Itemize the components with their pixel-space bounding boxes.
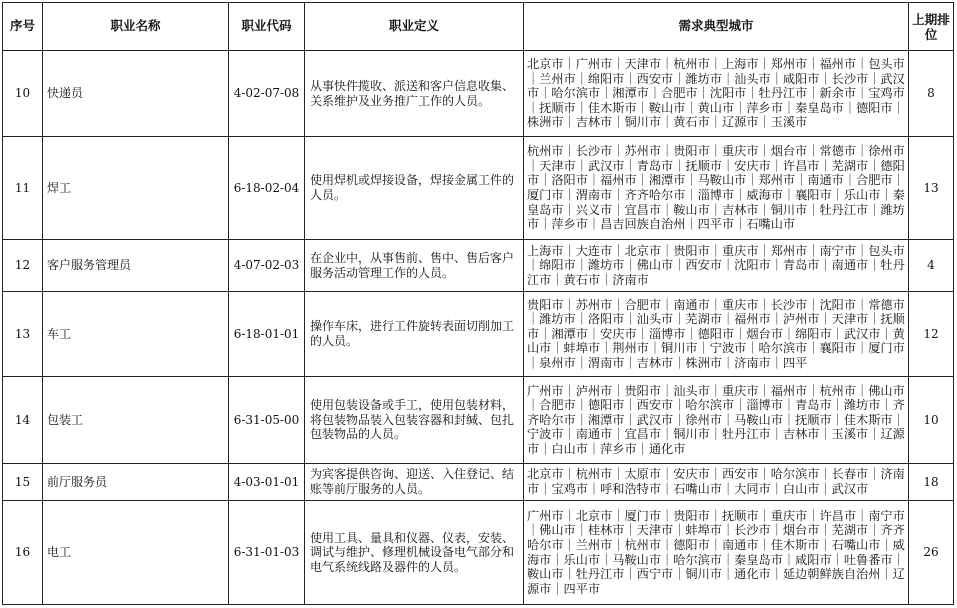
definition-cell: 使用包装设备或手工，使用包装材料，将包装物品装入包装容器和封缄、包扎包装物品的人员。 <box>305 377 524 464</box>
rank-cell: 26 <box>909 501 954 605</box>
occupation-code-cell: 4-03-01-01 <box>229 464 305 501</box>
rank-cell: 13 <box>909 137 954 240</box>
header-definition: 职业定义 <box>305 3 524 51</box>
occupation-name-cell: 客户服务管理员 <box>43 240 229 292</box>
table-row <box>3 51 954 137</box>
definition-cell: 为宾客提供咨询、迎送、入住登记、结账等前厅服务的人员。 <box>305 464 524 501</box>
seq-cell: 15 <box>3 464 43 501</box>
cities-cell: 贵阳市｜苏州市｜合肥市｜南通市｜重庆市｜长沙市｜沈阳市｜常德市｜潍坊市｜洛阳市｜汕头市｜芜湖市｜福州市｜泸州市｜天津市｜抚顺市｜湘潭市｜安庆市｜淄博市｜德阳市｜烟台市｜绵阳市｜武汉市｜黄山市｜蚌埠市｜荆州市｜铜川市｜宁波市｜哈尔滨市｜襄阳市｜厦门市｜泉州市｜渭南市｜吉林市｜株洲市｜济南市｜四平 <box>524 292 909 377</box>
seq-cell: 14 <box>3 377 43 464</box>
cities-cell: 广州市｜北京市｜厦门市｜贵阳市｜抚顺市｜重庆市｜许昌市｜南宁市｜佛山市｜桂林市｜天津市｜蚌埠市｜长沙市｜烟台市｜芜湖市｜齐齐哈尔市｜兰州市｜杭州市｜德阳市｜南通市｜佳木斯市｜石嘴山市｜威海市｜乐山市｜马鞍山市｜哈尔滨市｜秦皇岛市｜咸阳市｜吐鲁番市｜鞍山市｜牡丹江市｜西宁市｜铜川市｜通化市｜延边朝鲜族自治州｜辽源市｜四平市 <box>524 501 909 605</box>
rank-cell: 18 <box>909 464 954 501</box>
occupation-name-cell: 快递员 <box>43 51 229 137</box>
occupation-name-cell: 电工 <box>43 501 229 605</box>
occupation-name-cell: 前厅服务员 <box>43 464 229 501</box>
header-seq: 序号 <box>3 3 43 51</box>
seq-cell: 11 <box>3 137 43 240</box>
seq-cell: 12 <box>3 240 43 292</box>
occupation-name-cell: 焊工 <box>43 137 229 240</box>
cities-cell: 广州市｜泸州市｜贵阳市｜汕头市｜重庆市｜福州市｜杭州市｜佛山市｜合肥市｜德阳市｜西安市｜哈尔滨市｜淄博市｜青岛市｜潍坊市｜齐齐哈尔市｜湘潭市｜武汉市｜徐州市｜马鞍山市｜抚顺市｜佳木斯市｜宁波市｜南通市｜宜昌市｜铜川市｜牡丹江市｜吉林市｜玉溪市｜辽源市｜白山市｜萍乡市｜通化市 <box>524 377 909 464</box>
definition-cell: 使用焊机或焊接设备，焊接金属工件的人员。 <box>305 137 524 240</box>
occupation-code-cell: 6-31-01-03 <box>229 501 305 605</box>
table-row <box>3 137 954 240</box>
occupation-table-wrapper <box>2 2 954 605</box>
header-row <box>3 3 954 51</box>
header-code: 职业代码 <box>229 3 305 51</box>
header-name: 职业名称 <box>43 3 229 51</box>
occupation-demand-table <box>2 2 954 605</box>
header-cities: 需求典型城市 <box>524 3 909 51</box>
rank-cell: 10 <box>909 377 954 464</box>
definition-cell: 从事快件揽收、派送和客户信息收集、关系维护及业务推广工作的人员。 <box>305 51 524 137</box>
rank-cell: 4 <box>909 240 954 292</box>
rank-cell: 12 <box>909 292 954 377</box>
definition-cell: 使用工具、量具和仪器、仪表，安装、调试与维护、修理机械设备电气部分和电气系统线路及器件的人员。 <box>305 501 524 605</box>
occupation-code-cell: 4-02-07-08 <box>229 51 305 137</box>
occupation-code-cell: 6-18-01-01 <box>229 292 305 377</box>
cities-cell: 北京市｜杭州市｜太原市｜安庆市｜西安市｜哈尔滨市｜长春市｜济南市｜宝鸡市｜呼和浩特市｜石嘴山市｜大同市｜白山市｜武汉市 <box>524 464 909 501</box>
occupation-code-cell: 6-31-05-00 <box>229 377 305 464</box>
definition-cell: 在企业中，从事售前、售中、售后客户服务活动管理工作的人员。 <box>305 240 524 292</box>
occupation-name-cell: 车工 <box>43 292 229 377</box>
table-row <box>3 464 954 501</box>
rank-cell: 8 <box>909 51 954 137</box>
occupation-code-cell: 4-07-02-03 <box>229 240 305 292</box>
seq-cell: 10 <box>3 51 43 137</box>
table-row <box>3 501 954 605</box>
table-row <box>3 292 954 377</box>
table-row <box>3 240 954 292</box>
occupation-code-cell: 6-18-02-04 <box>229 137 305 240</box>
seq-cell: 16 <box>3 501 43 605</box>
cities-cell: 上海市｜大连市｜北京市｜贵阳市｜重庆市｜郑州市｜南宁市｜包头市｜绵阳市｜潍坊市｜佛山市｜西安市｜沈阳市｜青岛市｜南通市｜牡丹江市｜黄石市｜济南市 <box>524 240 909 292</box>
definition-cell: 操作车床，进行工件旋转表面切削加工的人员。 <box>305 292 524 377</box>
header-rank: 上期排位 <box>909 3 954 51</box>
table-row <box>3 377 954 464</box>
seq-cell: 13 <box>3 292 43 377</box>
cities-cell: 北京市｜广州市｜天津市｜杭州市｜上海市｜郑州市｜福州市｜包头市｜兰州市｜绵阳市｜西安市｜潍坊市｜汕头市｜咸阳市｜长沙市｜武汉市｜哈尔滨市｜湘潭市｜合肥市｜沈阳市｜牡丹江市｜新余市｜宝鸡市｜抚顺市｜佳木斯市｜鞍山市｜黄山市｜萍乡市｜秦皇岛市｜德阳市｜株洲市｜吉林市｜铜川市｜黄石市｜辽源市｜玉溪市 <box>524 51 909 137</box>
cities-cell: 杭州市｜长沙市｜苏州市｜贵阳市｜重庆市｜烟台市｜常德市｜徐州市｜天津市｜武汉市｜青岛市｜抚顺市｜安庆市｜许昌市｜芜湖市｜德阳市｜洛阳市｜福州市｜湘潭市｜马鞍山市｜郑州市｜南通市｜合肥市｜厦门市｜渭南市｜齐齐哈尔市｜淄博市｜威海市｜襄阳市｜乐山市｜秦皇岛市｜兴义市｜宜昌市｜鞍山市｜吉林市｜铜川市｜牡丹江市｜潍坊市｜萍乡市｜昌吉回族自治州｜四平市｜石嘴山市 <box>524 137 909 240</box>
occupation-name-cell: 包装工 <box>43 377 229 464</box>
